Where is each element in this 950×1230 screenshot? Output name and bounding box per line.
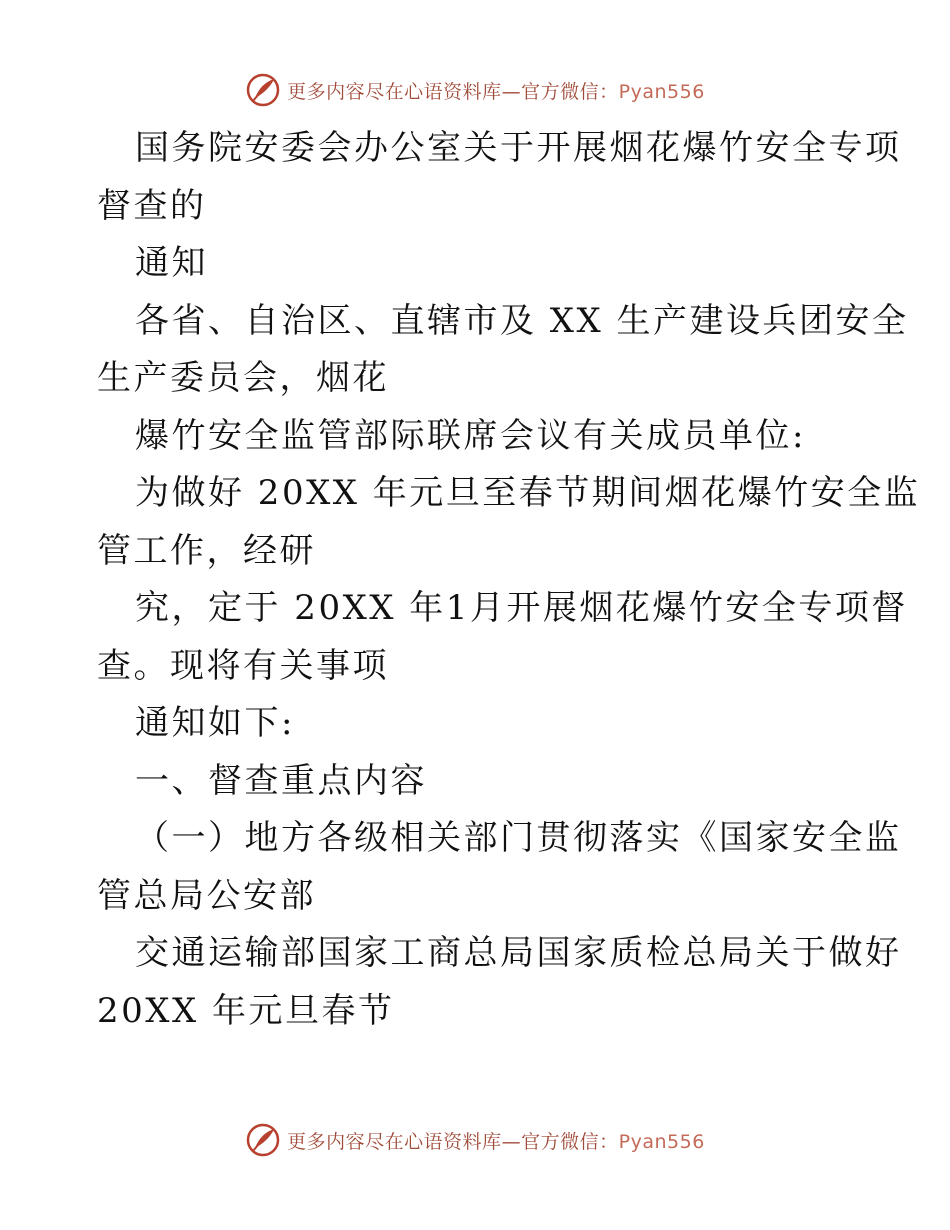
document-line: 查。现将有关事项 bbox=[97, 645, 389, 686]
document-line: 管工作，经研 bbox=[97, 530, 316, 571]
document-line: 为做好 20XX 年元旦至春节期间烟花爆竹安全监 bbox=[135, 473, 921, 513]
document-line: 20XX 年元旦春节 bbox=[97, 990, 395, 1031]
document-line: 通知如下: bbox=[135, 703, 295, 743]
footer-watermark bbox=[0, 1120, 950, 1160]
header-watermark bbox=[0, 70, 950, 110]
watermark-wechat-id: Pyan556 bbox=[618, 1130, 705, 1153]
document-line: 管总局公安部 bbox=[97, 875, 316, 916]
quill-logo-icon bbox=[245, 1122, 281, 1158]
document-line: 生产委员会，烟花 bbox=[97, 358, 389, 398]
document-body bbox=[97, 120, 921, 1040]
watermark-text bbox=[287, 77, 705, 104]
quill-logo-icon bbox=[245, 72, 281, 108]
document-line: 爆竹安全监管部际联席会议有关成员单位: bbox=[135, 415, 806, 456]
watermark-text bbox=[287, 1127, 705, 1154]
document-line: 交通运输部国家工商总局国家质检总局关于做好 bbox=[135, 933, 902, 973]
watermark-site-text: 更多内容尽在心语资料库—官方微信： bbox=[287, 80, 619, 103]
document-line: 一、督查重点内容 bbox=[135, 760, 427, 801]
watermark-wechat-id: Pyan556 bbox=[618, 80, 705, 103]
watermark-site-text: 更多内容尽在心语资料库—官方微信： bbox=[287, 1130, 619, 1153]
document-line: 各省、自治区、直辖市及 XX 生产建设兵团安全 bbox=[135, 300, 909, 341]
document-line: 国务院安委会办公室关于开展烟花爆竹安全专项 bbox=[135, 128, 902, 168]
document-line: 督查的 bbox=[97, 185, 207, 226]
document-line: 究，定于 20XX 年1月开展烟花爆竹安全专项督 bbox=[135, 588, 908, 628]
document-line: （一）地方各级相关部门贯彻落实《国家安全监 bbox=[135, 818, 902, 858]
document-line: 通知 bbox=[135, 243, 208, 283]
